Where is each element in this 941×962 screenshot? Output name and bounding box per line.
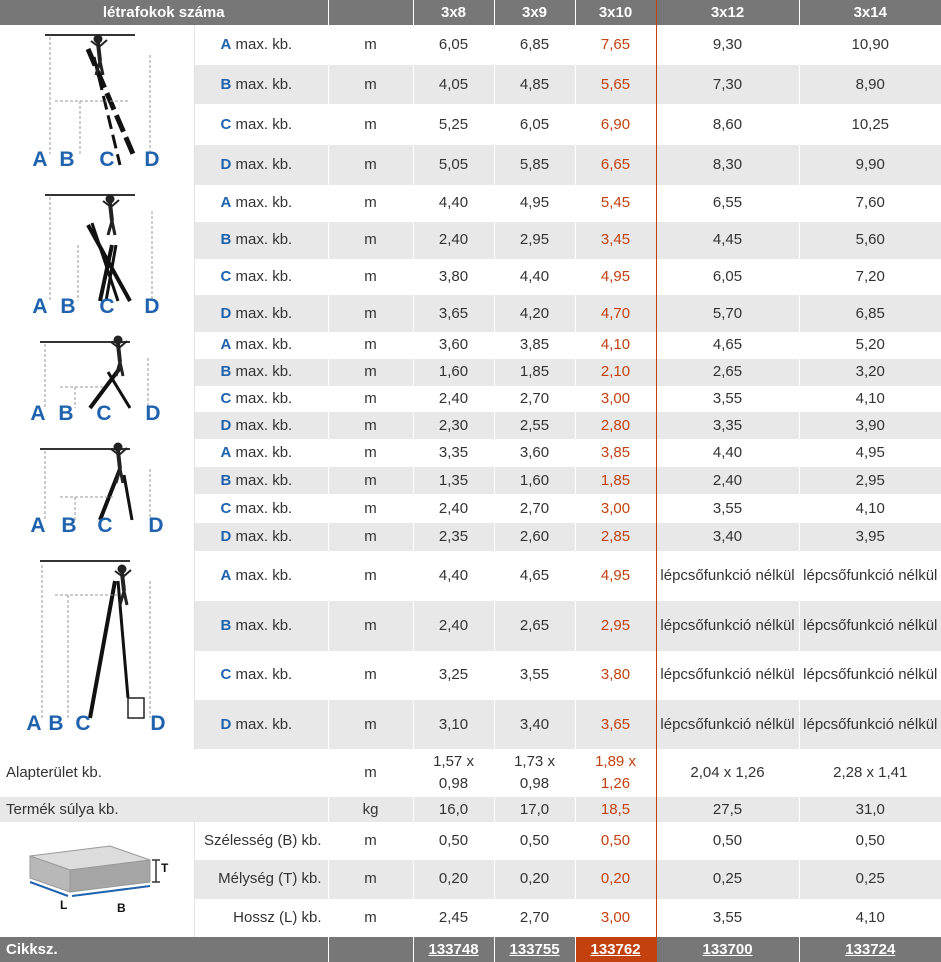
value-cell: 4,20 [494,295,575,332]
row-label [194,104,328,145]
value-cell: 0,20 [575,860,656,898]
value-cell: 3,40 [494,700,575,749]
value-cell: lépcsőfunkció nélkül [656,601,799,651]
value-cell: 3,85 [575,439,656,467]
diagram-letter-c: C [99,148,115,171]
box-letter-l: L [60,898,68,912]
diagram-letter-b: B [59,148,75,171]
row-suffix: max. kb. [235,499,293,517]
value-cell: 2,80 [575,412,656,439]
value-cell: 2,70 [494,386,575,413]
value-cell: 2,95 [799,467,941,495]
unit-cell: m [328,332,413,359]
value-cell: 7,60 [855,194,885,212]
row-label [194,65,328,105]
header-col-3x9: 3x9 [494,0,575,25]
unit-cell: m [328,104,413,145]
table-row [0,25,941,65]
row-label [194,145,328,185]
value-cell: 4,05 [413,65,494,105]
table-row [0,185,941,222]
row-letter: D [220,304,232,322]
value-cell: 5,70 [656,295,799,332]
value-cell: 3,35 [656,412,799,439]
value-cell: 1,60 [494,467,575,495]
value-cell: 3,65 [575,700,656,749]
value-cell: 3,65 [413,295,494,332]
article-number-link[interactable]: 133724 [799,937,941,962]
row-letter: A [220,566,232,584]
table-row [0,439,941,467]
ladder-diagram [0,185,194,325]
value-cell: 4,40 [494,259,575,296]
value-cell: 5,45 [575,185,656,222]
row-suffix: max. kb. [235,528,293,546]
value-cell: 3,20 [799,359,941,386]
row-letter: B [220,471,232,489]
row-label [194,494,328,523]
row-letter: C [220,499,232,517]
value-cell: 3,55 [494,651,575,701]
value-cell: 6,85 [799,295,941,332]
ladder-config-3 [0,332,194,439]
row-letter: D [220,528,232,546]
value-cell: 0,50 [575,822,656,860]
diagram-letter-a: A [26,712,42,735]
row-suffix: max. kb. [235,566,293,584]
value-cell: 6,05 [656,259,799,296]
value-cell: 2,65 [494,601,575,651]
diagram-letter-c: C [99,295,115,318]
article-number-row [0,937,941,962]
unit-cell: m [328,523,413,551]
row-suffix: max. kb. [235,194,293,212]
value-cell: 1,85 [494,359,575,386]
diagram-letter-d: D [144,148,160,171]
row-suffix: max. kb. [235,389,293,407]
row-label [194,467,328,495]
package-label: Hossz (L) kb. [194,899,328,937]
footprint-label: Alapterület kb. [0,749,328,797]
value-cell: 10,90 [851,35,890,53]
ladder-diagram [0,25,194,178]
unit-cell: m [328,222,413,259]
value-cell: lépcsőfunkció nélkül [803,666,938,684]
article-number-link[interactable]: 133762 [575,937,656,962]
diagram-letter-d: D [150,712,166,735]
value-cell: 7,30 [656,65,799,105]
diagram-letter-a: A [30,402,46,425]
header-col-3x10: 3x10 [575,0,656,25]
value-cell: 2,55 [494,412,575,439]
value-cell: 2,60 [494,523,575,551]
value-cell: 3,35 [413,439,494,467]
value-cell: 6,05 [413,25,494,65]
diagram-letter-c: C [75,712,91,735]
diagram-letter-a: A [30,514,46,537]
unit-cell: m [328,749,413,797]
table-row [0,551,941,601]
value-cell: 2,30 [413,412,494,439]
person-icon [91,35,107,76]
diagram-letter-c: C [97,514,113,537]
weight-row [0,797,941,822]
unit-cell: kg [328,797,413,822]
value-cell: 2,45 [413,899,494,937]
unit-cell: m [328,467,413,495]
unit-cell: m [328,899,413,937]
value-cell: 2,40 [656,467,799,495]
row-label [194,332,328,359]
value-cell: 1,85 [575,467,656,495]
row-letter: A [220,336,232,354]
row-letter: B [220,363,232,381]
unit-cell: m [328,700,413,749]
unit-cell: m [328,386,413,413]
row-suffix: max. kb. [235,156,293,174]
row-label [194,386,328,413]
diagram-letter-c: C [96,402,112,425]
row-suffix: max. kb. [235,471,293,489]
row-label [194,651,328,701]
value-cell: 2,70 [494,494,575,523]
row-letter: B [220,231,232,249]
row-letter: C [220,666,232,684]
ladder-config-5 [0,551,194,749]
value-cell: 4,45 [656,222,799,259]
value-cell: 17,0 [494,797,575,822]
diagram-letter-d: D [145,402,161,425]
value-cell: 4,95 [855,443,885,461]
value-cell: 4,40 [413,551,494,601]
diagram-letter-b: B [61,514,77,537]
value-cell: 0,50 [855,832,885,850]
row-letter: C [220,115,232,133]
value-cell: 0,25 [799,860,941,898]
ladder-config-4 [0,439,194,551]
unit-cell: m [328,359,413,386]
value-cell: 1,57 x 0,98 [413,749,494,797]
value-cell: 4,65 [494,551,575,601]
value-cell: 1,89 x 1,26 [575,749,656,797]
row-suffix: max. kb. [235,231,293,249]
package-label: Mélység (T) kb. [194,860,328,898]
value-cell: 3,00 [575,386,656,413]
unit-cell: m [328,295,413,332]
value-cell: 2,70 [494,899,575,937]
value-cell: 1,60 [413,359,494,386]
person-icon [103,195,119,236]
diagram-letter-a: A [32,148,48,171]
value-cell: 5,20 [855,336,885,354]
value-cell: 5,85 [494,145,575,185]
value-cell: 5,60 [799,222,941,259]
row-label [194,295,328,332]
value-cell: 27,5 [656,797,799,822]
value-cell: 6,85 [494,25,575,65]
value-cell: 3,60 [413,332,494,359]
row-suffix: max. kb. [235,443,293,461]
row-suffix: max. kb. [235,666,293,684]
value-cell: 3,80 [413,259,494,296]
diagram-letter-d: D [148,514,164,537]
row-letter: D [220,416,232,434]
value-cell: 2,40 [413,601,494,651]
value-cell: 5,25 [413,104,494,145]
row-letter: D [220,156,232,174]
header-unit [328,0,413,25]
row-label [194,222,328,259]
row-label [194,359,328,386]
value-cell: 4,95 [575,551,656,601]
value-cell: 4,70 [575,295,656,332]
row-label [194,412,328,439]
unit-cell: m [328,65,413,105]
row-letter: A [220,194,232,212]
unit-cell: m [328,259,413,296]
box-letter-t: T [161,861,169,875]
unit-cell: m [328,601,413,651]
header-title: létrafokok száma [0,0,328,25]
row-letter: D [220,715,232,733]
row-suffix: max. kb. [235,304,293,322]
value-cell: 3,95 [799,523,941,551]
value-cell: 6,90 [575,104,656,145]
footprint-row [0,749,941,797]
value-cell: 3,80 [575,651,656,701]
value-cell: 2,95 [575,601,656,651]
value-cell: 31,0 [799,797,941,822]
value-cell: 3,45 [575,222,656,259]
footer-unit [328,937,413,962]
value-cell: lépcsőfunkció nélkül [799,601,941,651]
value-cell: 2,85 [575,523,656,551]
value-cell: 8,60 [656,104,799,145]
row-suffix: max. kb. [235,267,293,285]
value-cell: 0,50 [656,822,799,860]
value-cell: 5,05 [413,145,494,185]
unit-cell: m [328,412,413,439]
value-cell: 2,40 [413,222,494,259]
value-cell: 3,90 [799,412,941,439]
value-cell: 3,40 [656,523,799,551]
ladder-config-2 [0,185,194,332]
value-cell: 3,55 [656,494,799,523]
row-letter: A [220,35,232,53]
value-cell: 6,55 [656,185,799,222]
value-cell: lépcsőfunkció nélkül [799,700,941,749]
ladder-config-1 [0,25,194,185]
value-cell: 4,85 [494,65,575,105]
value-cell: 8,30 [656,145,799,185]
package-label: Szélesség (B) kb. [194,822,328,860]
value-cell: 2,10 [575,359,656,386]
value-cell: 7,65 [575,25,656,65]
value-cell: 2,40 [413,494,494,523]
row-label [194,185,328,222]
value-cell: 3,10 [413,700,494,749]
row-label [194,439,328,467]
value-cell: 4,40 [413,185,494,222]
value-cell: 4,65 [656,332,799,359]
value-cell: 3,55 [656,386,799,413]
row-letter: C [220,389,232,407]
value-cell: 2,28 x 1,41 [833,764,908,781]
diagram-letter-d: D [144,295,160,318]
article-number-link[interactable]: 133748 [413,937,494,962]
value-cell: 4,95 [494,185,575,222]
unit-cell: m [328,185,413,222]
unit-cell: m [328,494,413,523]
package-row [0,822,941,860]
unit-cell: m [328,25,413,65]
row-label [194,700,328,749]
row-suffix: max. kb. [235,416,293,434]
value-cell: 2,65 [656,359,799,386]
row-label [194,259,328,296]
value-cell: lépcsőfunkció nélkül [656,551,799,601]
value-cell: 2,95 [494,222,575,259]
header-row [0,0,941,25]
value-cell: 2,35 [413,523,494,551]
value-cell: 6,65 [575,145,656,185]
row-letter: B [220,616,232,634]
article-number-link[interactable]: 133700 [656,937,799,962]
diagram-letter-a: A [32,295,48,318]
value-cell: 18,5 [575,797,656,822]
row-label [194,523,328,551]
diagram-letter-b: B [60,295,76,318]
value-cell: lépcsőfunkció nélkül [656,700,799,749]
unit-cell: m [328,651,413,701]
package-diagram [0,822,194,937]
table-row [0,332,941,359]
unit-cell: m [328,860,413,898]
value-cell: 7,20 [855,267,885,285]
value-cell: 5,65 [575,65,656,105]
value-cell: 8,90 [799,65,941,105]
ladder-diagram [0,332,194,432]
value-cell: 6,05 [494,104,575,145]
value-cell: 4,10 [855,908,885,926]
diagram-letter-b: B [58,402,74,425]
value-cell: 4,95 [575,259,656,296]
unit-cell: m [328,822,413,860]
value-cell: 3,60 [494,439,575,467]
row-suffix: max. kb. [235,75,293,93]
value-cell: 0,50 [494,822,575,860]
value-cell: 2,40 [413,386,494,413]
unit-cell: m [328,145,413,185]
value-cell: 9,30 [656,25,799,65]
article-number-link[interactable]: 133755 [494,937,575,962]
value-cell: lépcsőfunkció nélkül [656,651,799,701]
value-cell: 3,85 [494,332,575,359]
value-cell: 4,10 [575,332,656,359]
value-cell: 0,25 [656,860,799,898]
value-cell: 10,25 [851,115,890,133]
value-cell: 3,00 [575,899,656,937]
row-suffix: max. kb. [235,35,293,53]
row-suffix: max. kb. [235,363,293,381]
header-col-3x12: 3x12 [656,0,799,25]
row-label [194,25,328,65]
row-suffix: max. kb. [235,616,293,634]
value-cell: 3,55 [656,899,799,937]
row-suffix: max. kb. [235,336,293,354]
value-cell: 0,20 [413,860,494,898]
value-cell: 0,20 [494,860,575,898]
value-cell: 1,35 [413,467,494,495]
row-label [194,551,328,601]
value-cell: 4,10 [855,499,885,517]
value-cell: 4,40 [656,439,799,467]
row-letter: B [220,75,232,93]
header-col-3x14: 3x14 [799,0,941,25]
value-cell: 2,04 x 1,26 [656,749,799,797]
box-letter-b: B [117,901,126,915]
unit-cell: m [328,439,413,467]
row-suffix: max. kb. [235,115,293,133]
row-label [194,601,328,651]
value-cell: lépcsőfunkció nélkül [803,566,938,584]
value-cell: 3,00 [575,494,656,523]
row-letter: A [220,443,232,461]
value-cell: 3,25 [413,651,494,701]
value-cell: 4,10 [855,389,885,407]
value-cell: 16,0 [413,797,494,822]
row-letter: C [220,267,232,285]
ladder-diagram [0,439,194,544]
unit-cell: m [328,551,413,601]
article-number-label: Cikksz. [0,937,328,962]
diagram-letter-b: B [48,712,64,735]
value-cell: 1,73 x 0,98 [494,749,575,797]
row-suffix: max. kb. [235,715,293,733]
value-cell: 9,90 [799,145,941,185]
value-cell: 0,50 [413,822,494,860]
ladder-diagram [0,551,194,742]
header-col-3x8: 3x8 [413,0,494,25]
weight-label: Termék súlya kb. [0,797,328,822]
